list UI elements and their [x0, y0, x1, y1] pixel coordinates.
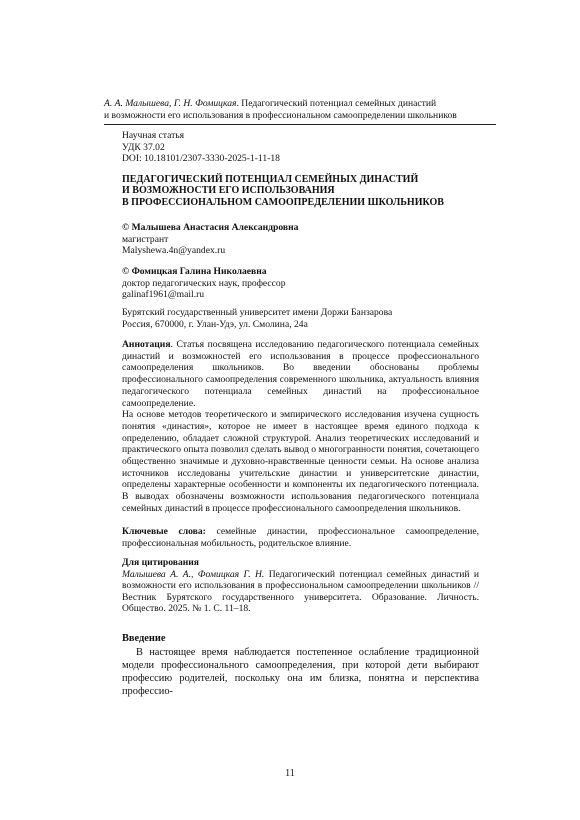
title-line: ПЕДАГОГИЧЕСКИЙ ПОТЕНЦИАЛ СЕМЕЙНЫХ ДИНАСТИЙ — [122, 174, 419, 185]
citation-heading: Для цитирования — [122, 557, 199, 568]
abstract-text: . Статья посвящена исследованию педагогического потенциала семейных династий и возможностей его использования в процессе профессионального самоопределения школьников. Во введении обоснованы проблемы профессионального самоопределения современного школьника, актуальность влияния педагогического потенциала семейных династий на профессиональное самоопределение. — [122, 339, 479, 409]
intro-paragraph: В настоящее время наблюдается постепенное ослабление традиционной модели профессионального самоопределения, при которой дети выбирают профессию родителей, поскольку она им близка, понятна и перспектива профессио- — [122, 647, 479, 697]
abstract-paragraph: На основе методов теоретического и эмпирического исследования изучена сущность понятия «династия», которое не имеет в настоящее время единого подхода к определению, обладает сложной структурой. Анализ теоретических исследований и практического опыта позволил сделать вывод о многогранности понятия, сочетающего общественно значимые и духовно-нравственные ценности семьи. На основе анализа источников исследованы учительские династии и университетские династии, определены характерные особенности и компоненты их педагогического потенциала. В выводах обозначены возможности использования педагогического потенциала семейных династий в процессе профессионального самоопределения школьников. — [122, 409, 479, 514]
author-name: © Фомицкая Галина Николаевна — [122, 266, 267, 277]
running-header — [104, 98, 496, 125]
abstract-label: Аннотация — [122, 339, 171, 350]
author-email: galinaf1961@mail.ru — [122, 289, 205, 301]
keywords — [122, 526, 479, 549]
page-number: 11 — [285, 768, 295, 779]
intro-section — [122, 646, 479, 698]
abstract — [122, 339, 479, 515]
title-line: В ПРОФЕССИОНАЛЬНОМ САМООПРЕДЕЛЕНИИ ШКОЛЬНИКОВ — [122, 196, 444, 208]
keywords-label: Ключевые слова: — [122, 526, 206, 537]
running-header-title-cont: и возможности его использования в профессиональном самоопределении школьников — [104, 110, 457, 121]
author-name: © Малышева Анастасия Александровна — [122, 222, 299, 233]
affiliation-name: Бурятский государственный университет имени Доржи Банзарова — [122, 307, 393, 318]
keywords-text: семейные династии, профессиональное самоопределение, профессиональная мобильность, родительское влияние. — [122, 526, 479, 549]
abstract-paragraph — [122, 339, 479, 409]
citation-text: Педагогический потенциал семейных династий и возможности его использования в профессиональном самоопределении школьников // Вестник Бурятского государственного университета. Образование. Личность. Общество. 2025. № 1. С. 11–18. — [122, 568, 479, 615]
udk-code: УДК 37.02 — [122, 141, 165, 153]
article-type: Научная статья — [122, 130, 185, 141]
citation — [122, 557, 479, 615]
author-block — [122, 266, 479, 301]
author-block — [122, 222, 479, 257]
affiliation — [122, 307, 479, 330]
article-title — [122, 174, 479, 208]
citation-authors: Малышева А. А., Фомицкая Г. Н. — [122, 568, 265, 580]
running-header-authors: А. А. Малышева, Г. Н. Фомицкая — [104, 98, 237, 109]
running-header-title: . Педагогический потенциал семейных династий — [236, 98, 437, 109]
author-position: доктор педагогических наук, профессор — [122, 277, 286, 289]
author-position: магистрант — [122, 233, 169, 245]
section-heading: Введение — [122, 633, 166, 644]
citation-body — [122, 569, 479, 615]
title-line: И ВОЗМОЖНОСТИ ЕГО ИСПОЛЬЗОВАНИЯ — [122, 185, 335, 197]
author-email: Malyshewa.4n@yandex.ru — [122, 245, 226, 257]
article-meta — [122, 130, 479, 165]
doi: DOI: 10.18101/2307-3330-2025-1-11-18 — [122, 153, 280, 165]
affiliation-address: Россия, 670000, г. Улан-Удэ, ул. Смолина, 24а — [122, 318, 308, 330]
